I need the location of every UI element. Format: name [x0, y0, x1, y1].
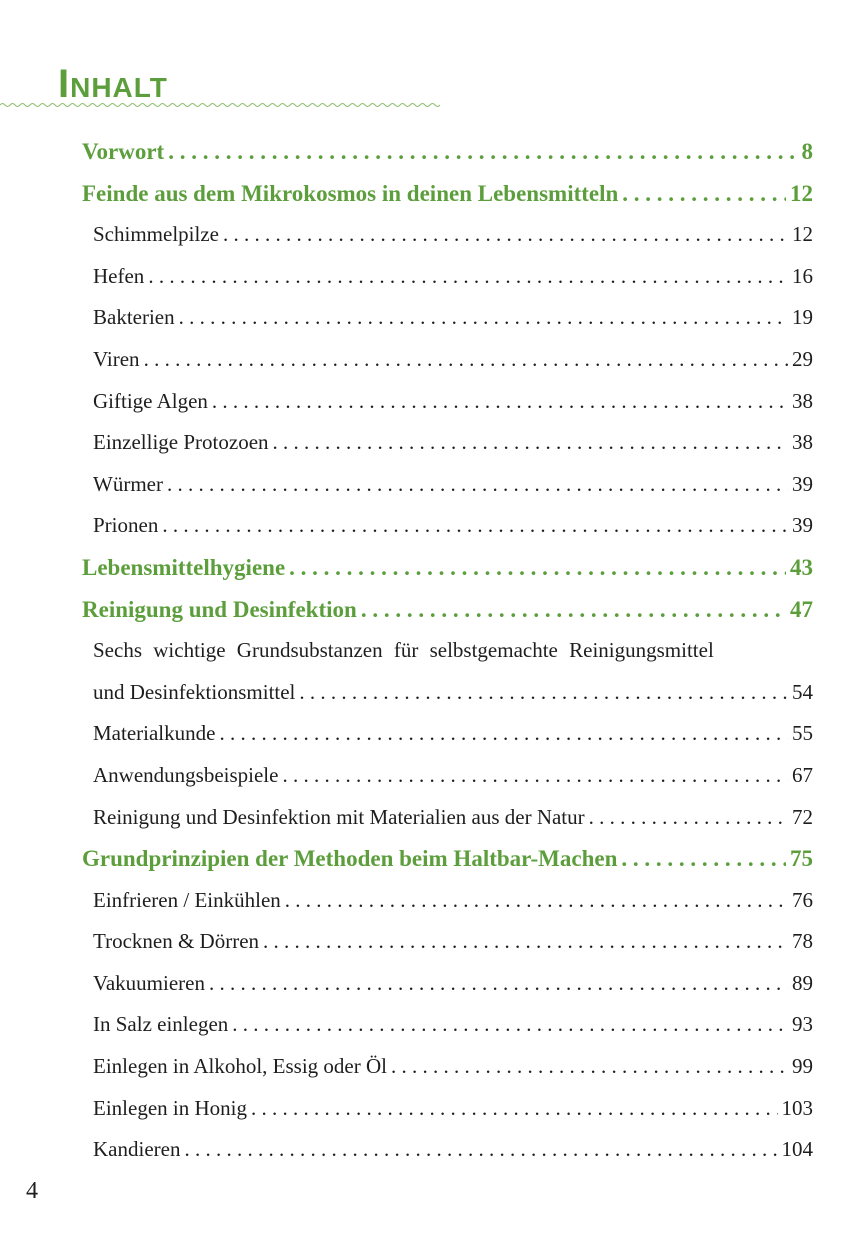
toc-leader-dots	[168, 131, 797, 173]
toc-leader-dots	[361, 589, 786, 631]
toc-entry-label: Hefen	[93, 263, 145, 288]
toc-section-entry[interactable]	[82, 963, 813, 1005]
toc-entry-label: Einlegen in Alkohol, Essig oder Öl	[93, 1054, 387, 1079]
toc-section-entry[interactable]	[82, 505, 813, 547]
toc-section-entry[interactable]	[82, 797, 813, 839]
toc-leader-dots	[251, 1088, 778, 1130]
toc-leader-dots	[263, 921, 788, 963]
toc-leader-dots	[273, 422, 788, 464]
toc-entry-page: 47	[790, 596, 813, 622]
toc-leader-dots	[162, 505, 788, 547]
toc-leader-dots	[289, 547, 786, 589]
toc-chapter-entry[interactable]	[82, 547, 813, 589]
toc-entry-label: Schimmelpilze	[93, 222, 219, 247]
toc-chapter-entry[interactable]	[82, 589, 813, 631]
toc-leader-dots	[167, 464, 788, 506]
toc-section-entry[interactable]	[82, 1004, 813, 1046]
toc-entry-label: Prionen	[93, 513, 159, 538]
toc-section-entry[interactable]	[82, 256, 813, 298]
toc-leader-dots	[212, 381, 788, 423]
toc-entry-page: 93	[792, 1012, 813, 1037]
toc-chapter-entry[interactable]	[82, 838, 813, 880]
toc-entry-page: 89	[792, 970, 813, 995]
toc-entry-page: 29	[792, 346, 813, 371]
toc-chapter-entry[interactable]	[82, 173, 813, 215]
toc-entry-page: 54	[792, 679, 813, 704]
toc-entry-page: 38	[792, 388, 813, 413]
toc-entry-page: 12	[792, 222, 813, 247]
toc-entry-page: 43	[790, 554, 813, 580]
toc-entry-page: 72	[792, 804, 813, 829]
toc-entry-label: Materialkunde	[93, 721, 216, 746]
toc-entry-page: 55	[792, 721, 813, 746]
toc-section-entry[interactable]	[82, 672, 813, 714]
toc-entry-label: Einzellige Protozoen	[93, 430, 269, 455]
toc-section-entry[interactable]	[82, 422, 813, 464]
toc-entry-label: Bakterien	[93, 305, 175, 330]
toc-section-entry[interactable]	[82, 339, 813, 381]
toc-section-entry[interactable]	[82, 297, 813, 339]
toc-entry-label: Anwendungsbeispiele	[93, 762, 279, 787]
table-of-contents	[82, 131, 813, 1171]
toc-section-entry[interactable]	[82, 464, 813, 506]
toc-leader-dots	[285, 880, 788, 922]
toc-entry-label: Grundprinzipien der Methoden beim Haltbar-Machen	[82, 846, 618, 872]
toc-entry-page: 38	[792, 430, 813, 455]
toc-leader-dots	[391, 1046, 788, 1088]
toc-entry-label: Trocknen & Dörren	[93, 929, 260, 954]
toc-section-entry-line[interactable]	[82, 630, 813, 672]
toc-section-entry[interactable]	[82, 381, 813, 423]
toc-leader-dots	[589, 797, 788, 839]
toc-section-entry[interactable]	[82, 214, 813, 256]
toc-section-entry[interactable]	[82, 713, 813, 755]
toc-entry-label: In Salz einlegen	[93, 1012, 229, 1037]
toc-entry-page: 12	[790, 180, 813, 206]
toc-leader-dots	[223, 214, 788, 256]
toc-leader-dots	[148, 256, 788, 298]
toc-leader-dots	[282, 755, 788, 797]
toc-entry-label: Viren	[93, 346, 140, 371]
toc-entry-page: 39	[792, 513, 813, 538]
toc-leader-dots	[621, 838, 786, 880]
toc-entry-page: 78	[792, 929, 813, 954]
toc-section-entry[interactable]	[82, 1088, 813, 1130]
toc-entry-label: und Desinfektionsmittel	[93, 679, 296, 704]
toc-entry-page: 8	[801, 139, 813, 164]
toc-entry-page: 76	[792, 887, 813, 912]
toc-entry-page: 16	[792, 263, 813, 288]
toc-entry-label: Kandieren	[93, 1137, 181, 1162]
toc-leader-dots	[144, 339, 788, 381]
page-number: 4	[26, 1178, 38, 1204]
toc-entry-page: 104	[781, 1137, 813, 1162]
wavy-divider	[0, 100, 440, 110]
toc-leader-dots	[299, 672, 788, 714]
page-title: Inhalt	[58, 62, 168, 106]
toc-entry-label: Feinde aus dem Mikrokosmos in deinen Lebensmitteln	[82, 180, 619, 206]
toc-leader-dots	[219, 713, 788, 755]
toc-entry-page: 99	[792, 1054, 813, 1079]
toc-leader-dots	[184, 1129, 777, 1171]
toc-section-entry[interactable]	[82, 1129, 813, 1171]
toc-section-entry[interactable]	[82, 921, 813, 963]
toc-chapter-entry[interactable]	[82, 131, 813, 173]
toc-entry-label: Einfrieren / Einkühlen	[93, 887, 281, 912]
toc-entry-label: Einlegen in Honig	[93, 1095, 247, 1120]
toc-entry-label: Lebensmittelhygiene	[82, 554, 286, 580]
toc-entry-page: 67	[792, 762, 813, 787]
toc-entry-label: Würmer	[93, 471, 163, 496]
toc-leader-dots	[232, 1004, 788, 1046]
toc-entry-label: Vorwort	[82, 139, 165, 164]
toc-entry-page: 103	[781, 1095, 813, 1120]
toc-entry-label: Reinigung und Desinfektion mit Materialien aus der Natur	[93, 804, 585, 829]
toc-entry-label: Giftige Algen	[93, 388, 208, 413]
toc-entry-page: 39	[792, 471, 813, 496]
toc-leader-dots	[209, 963, 788, 1005]
toc-entry-page: 75	[790, 846, 813, 872]
toc-entry-label: Reinigung und Desinfektion	[82, 596, 357, 622]
toc-entry-page: 19	[792, 305, 813, 330]
toc-entry-label: Vakuumieren	[93, 970, 205, 995]
toc-section-entry[interactable]	[82, 880, 813, 922]
toc-section-entry[interactable]	[82, 1046, 813, 1088]
toc-section-entry[interactable]	[82, 755, 813, 797]
toc-leader-dots	[179, 297, 788, 339]
toc-leader-dots	[622, 173, 786, 215]
toc-entry-label: Sechs wichtige Grundsubstanzen für selbstgemachte Reinigungsmittel	[93, 638, 714, 663]
